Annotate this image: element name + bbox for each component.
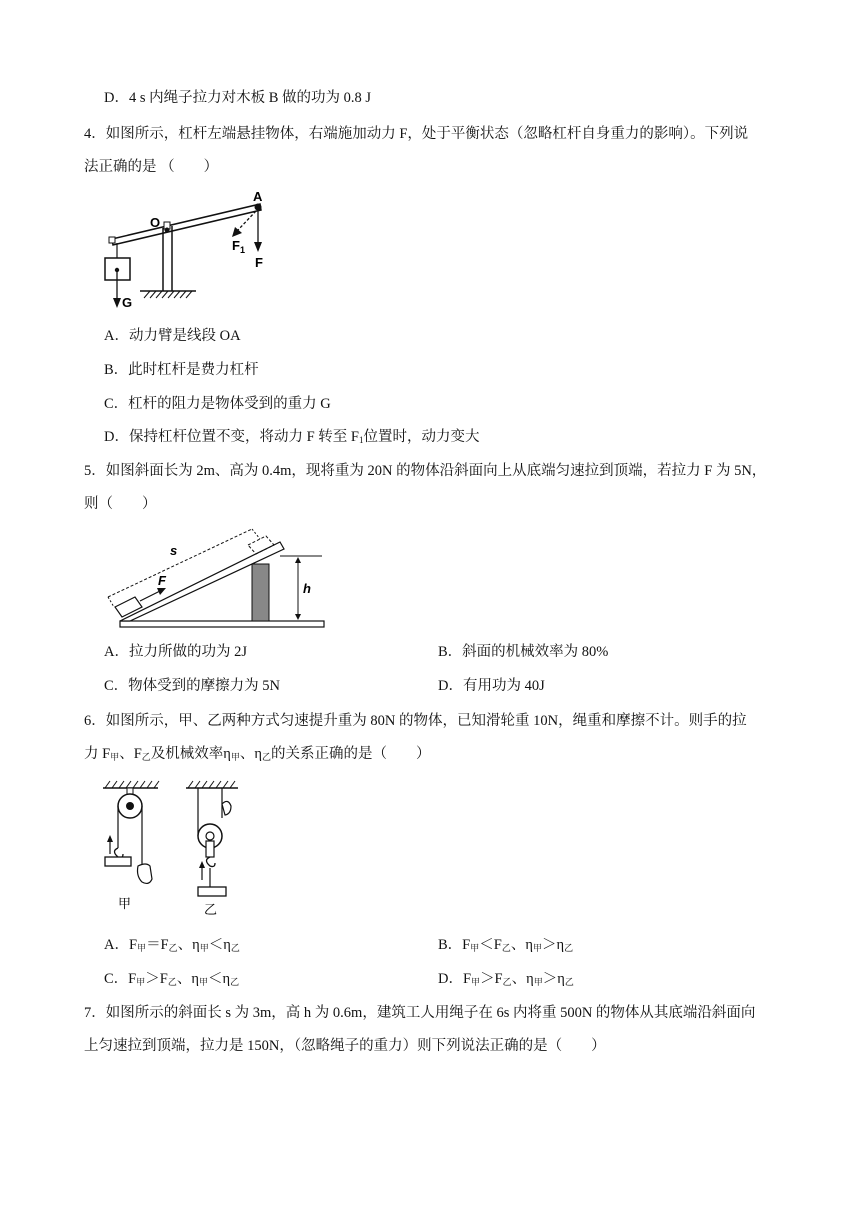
lever-figure [100, 190, 280, 320]
q5-option-a: A．拉力所做的功为 2J [104, 644, 247, 660]
q4-option-d: D．保持杠杆位置不变，将动力 F 转至 $F_1$位置时，动力变大 [104, 429, 480, 445]
lever-label-f: F [255, 255, 263, 270]
lever-label-a: A [253, 190, 263, 204]
q6-stem-line2: 力 $F_甲$、$F_乙$及机械效率$\eta_甲$、$\eta_乙$的关系正确的是（ ） [84, 746, 431, 762]
q5-stem-line1: 5．如图斜面长为 2m、高为 0.4m，现将重为 20N 的物体沿斜面向上从底端匀速拉到顶端，若拉力 F 为 5N， [84, 463, 767, 479]
q4-option-c: C．杠杆的阻力是物体受到的重力 G [104, 396, 331, 412]
pulley-label-jia: 甲 [118, 896, 132, 911]
incline-label-h: h [303, 581, 311, 596]
lever-label-g: G [122, 295, 133, 310]
lever-label-o: O [150, 215, 161, 230]
q4-option-a: A．动力臂是线段 OA [104, 328, 241, 344]
q7-stem-line2: 上匀速拉到顶端，拉力是 150N，（忽略绳子的重力）则下列说法正确的是（ ） [84, 1038, 606, 1054]
q4-stem-line2: 法正确的是 （ ） [84, 159, 219, 175]
lever-label-f1: $F_1$ [232, 238, 245, 255]
pulley-label-yi: 乙 [204, 902, 218, 917]
q4-option-b: B．此时杠杆是费力杠杆 [104, 362, 259, 378]
q6-option-a: A．$F_甲=F_乙$、$\eta_甲<\eta_乙$ [104, 937, 240, 953]
q6-option-d: D．$F_甲>F_乙$、$\eta_甲>\eta_乙$ [438, 971, 574, 987]
q7-stem-line1: 7．如图所示的斜面长 s 为 3m，高 h 为 0.6m，建筑工人用绳子在 6s 内将重 500N 的物体从其底端沿斜面向 [84, 1005, 756, 1021]
q5-option-c: C．物体受到的摩擦力为 5N [104, 678, 281, 694]
q4-stem-line1: 4．如图所示，杠杆左端悬挂物体，右端施加动力 F，处于平衡状态（忽略杠杆自身重力的影响）。下列说 [84, 126, 749, 142]
q5-option-b: B．斜面的机械效率为 80% [438, 644, 609, 660]
q6-option-c: C．$F_甲>F_乙$、$\eta_甲<\eta_乙$ [104, 971, 240, 987]
q3-option-d: D．4 s 内绳子拉力对木板 B 做的功为 0.8 J [104, 90, 372, 106]
q5-option-d: D．有用功为 40J [438, 678, 545, 694]
incline-figure [100, 525, 330, 635]
q6-option-b: B．$F_甲<F_乙$、$\eta_甲>\eta_乙$ [438, 937, 574, 953]
q5-stem-line2: 则（ ） [84, 496, 157, 512]
incline-label-s: s [170, 543, 178, 558]
incline-label-f: F [158, 573, 166, 588]
pulley-figure [98, 776, 248, 921]
q6-stem-line1: 6．如图所示，甲、乙两种方式匀速提升重为 80N 的物体，已知滑轮重 10N，绳重和摩擦不计。则手的拉 [84, 713, 747, 729]
